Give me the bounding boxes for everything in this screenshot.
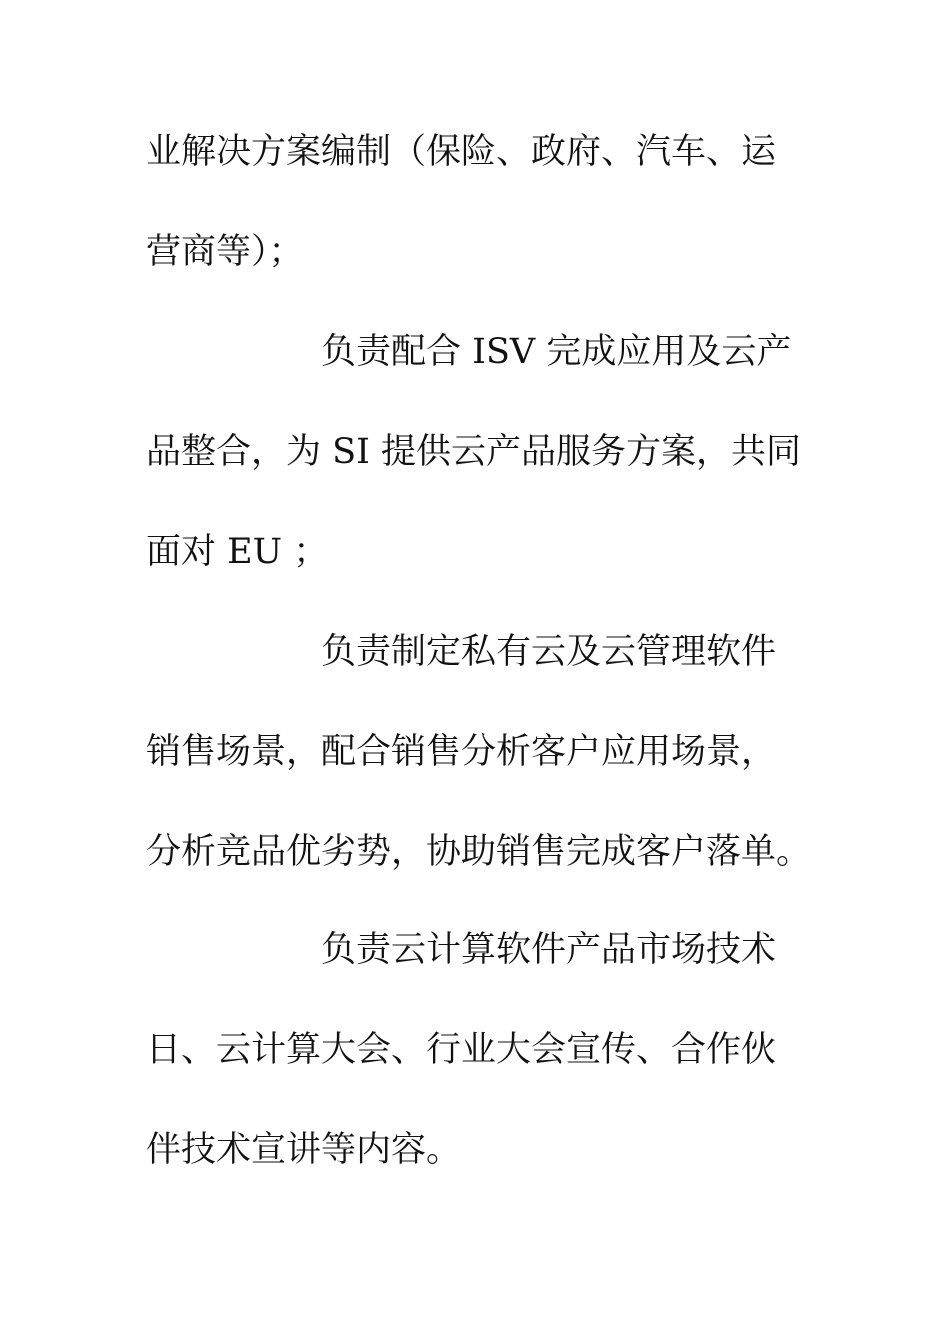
paragraph-line-7: 销售场景，配合销售分析客户应用场景， bbox=[146, 732, 777, 772]
paragraph-line-3: 负责配合 ISV 完成应用及云产 bbox=[321, 332, 792, 372]
paragraph-line-8: 分析竞品优劣势，协助销售完成客户落单。 bbox=[146, 832, 812, 872]
paragraph-line-11: 伴技术宣讲等内容。 bbox=[146, 1130, 462, 1170]
paragraph-line-5: 面对 EU ； bbox=[146, 532, 329, 572]
paragraph-line-6: 负责制定私有云及云管理软件 bbox=[321, 632, 777, 672]
paragraph-line-1: 业解决方案编制（保险、政府、汽车、运 bbox=[146, 132, 777, 172]
paragraph-line-4: 品整合，为 SI 提供云产品服务方案，共同 bbox=[146, 432, 802, 472]
paragraph-line-2: 营商等）； bbox=[146, 232, 304, 272]
paragraph-line-9: 负责云计算软件产品市场技术 bbox=[321, 930, 777, 970]
paragraph-line-10: 日、云计算大会、行业大会宣传、合作伙 bbox=[146, 1030, 777, 1070]
